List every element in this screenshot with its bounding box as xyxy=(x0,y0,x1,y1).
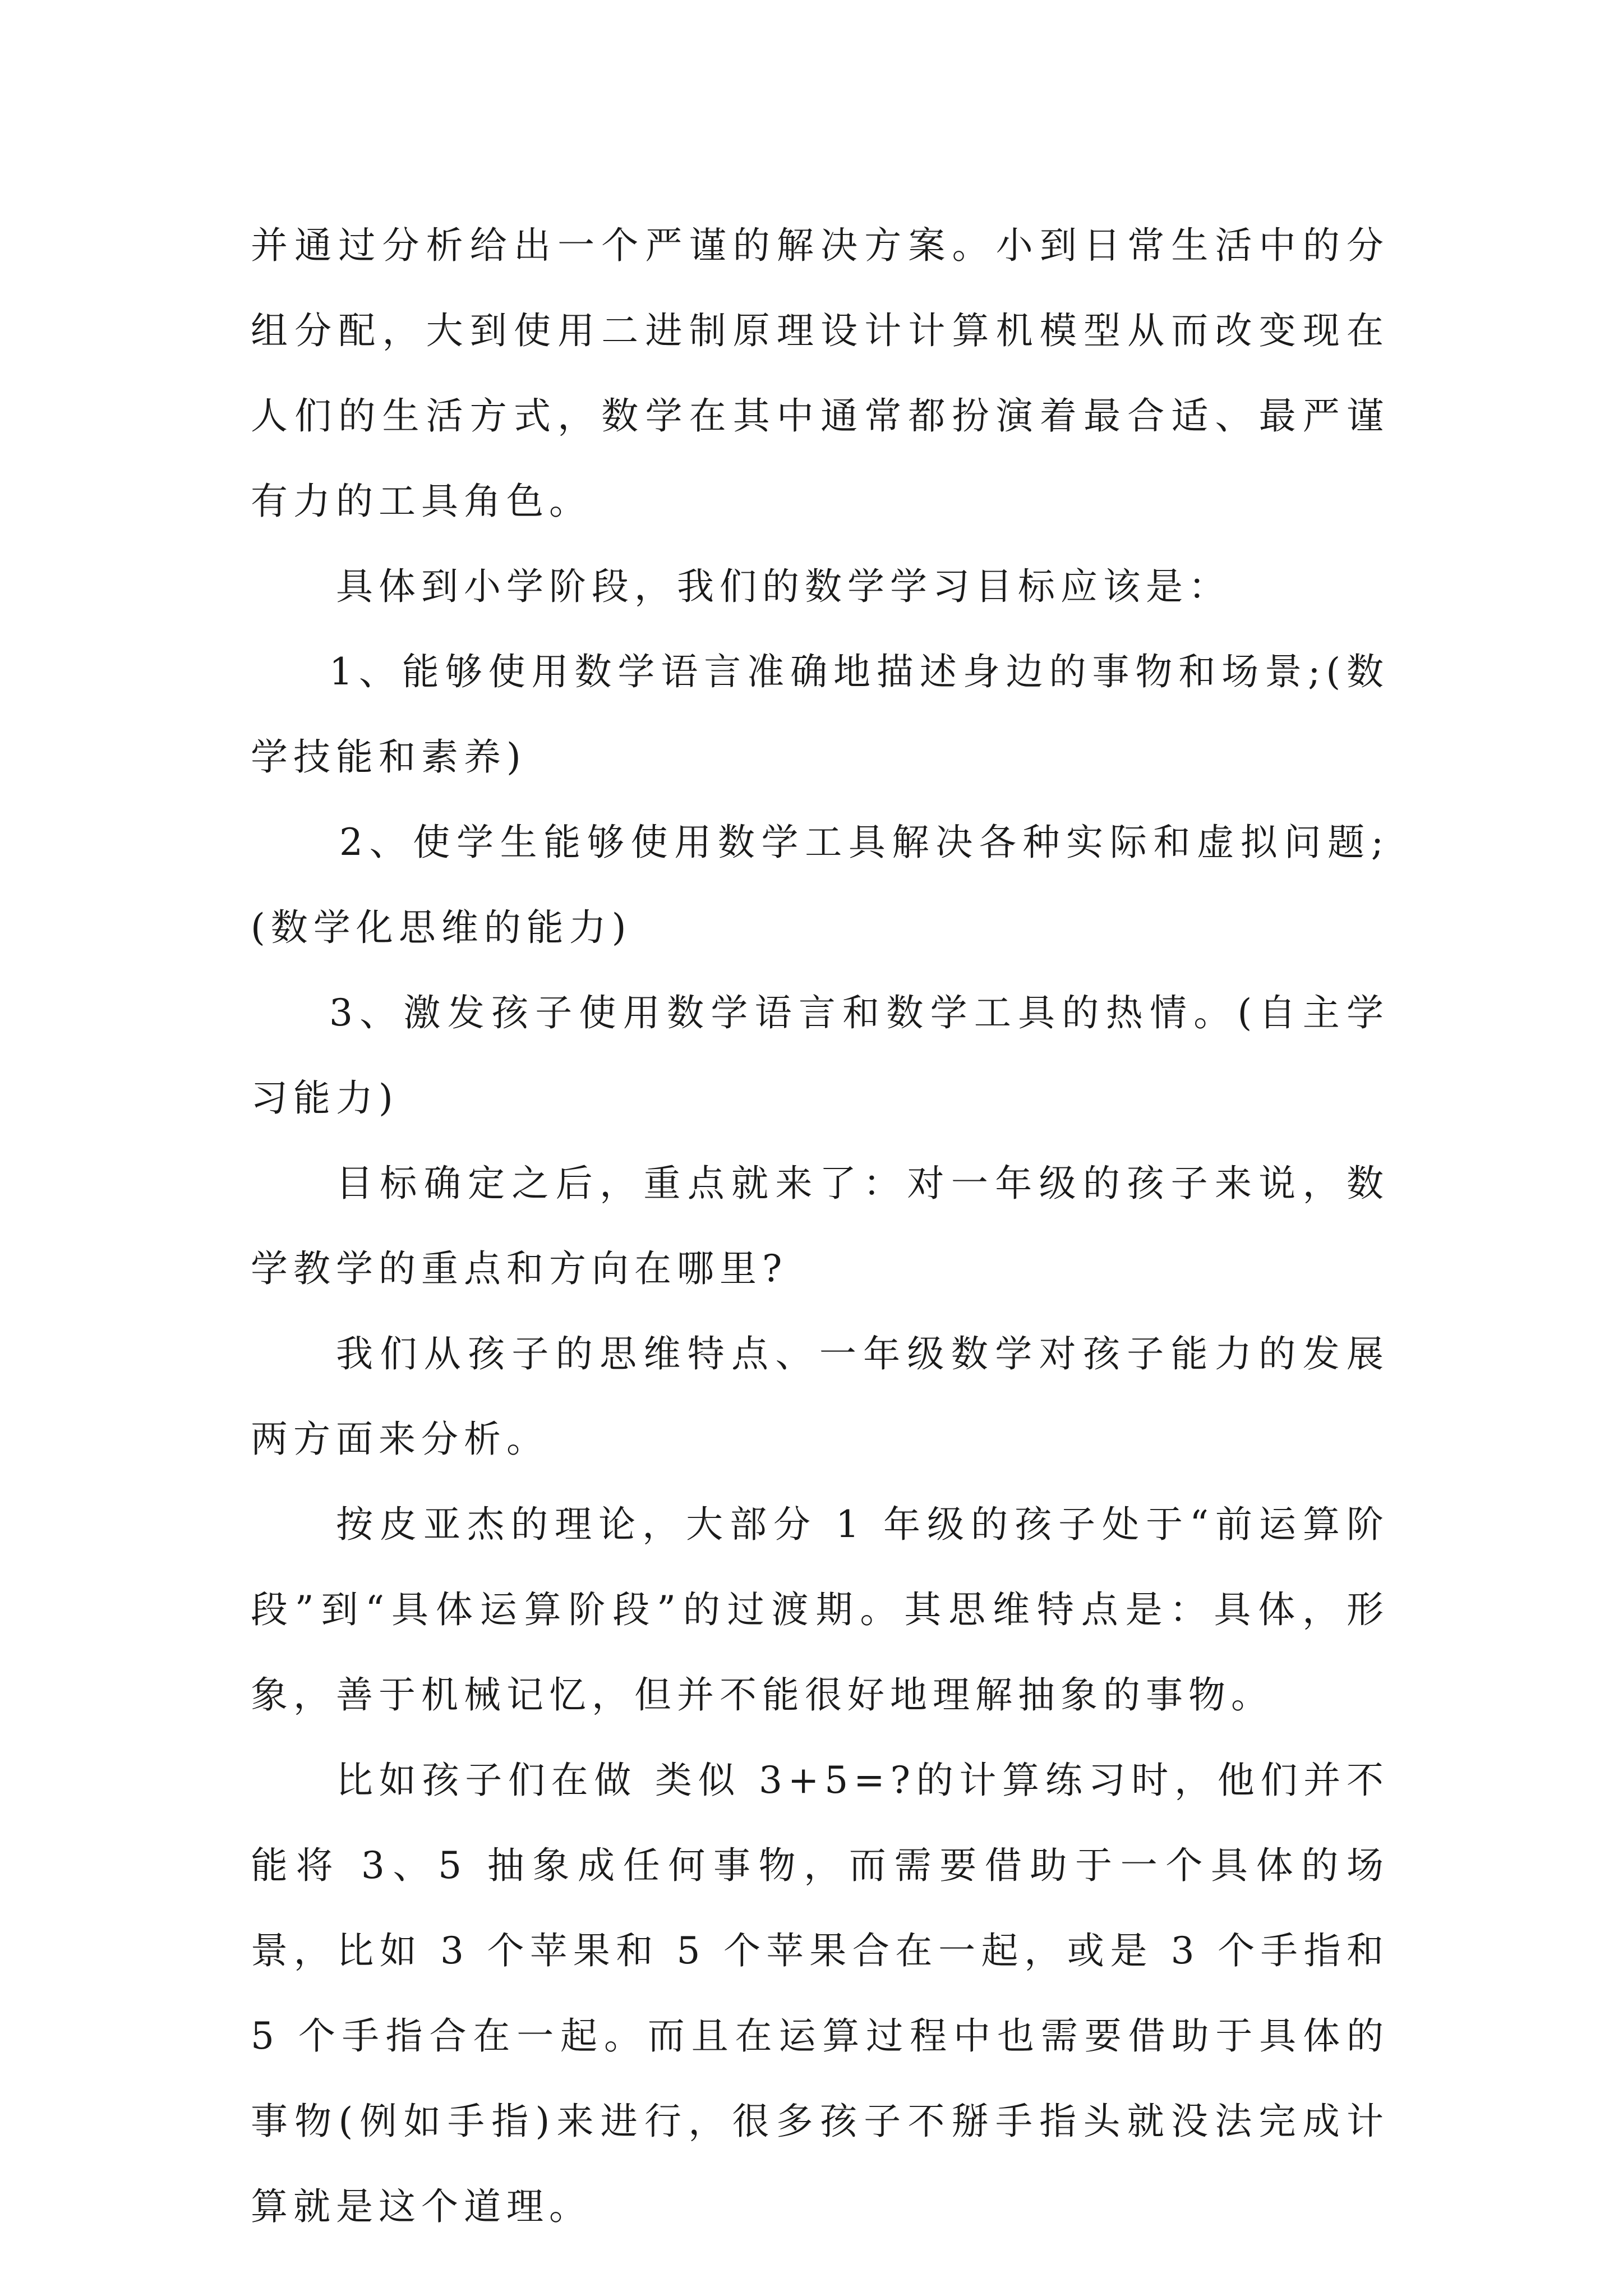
paragraph-goal-2: 2、使学生能够使用数学工具解决各种实际和虚拟问题;(数学化思维的能力) xyxy=(251,821,1389,949)
document-body xyxy=(251,203,1389,2249)
paragraph-continuation: 并通过分析给出一个严谨的解决方案。小到日常生活中的分组分配，大到使用二进制原理设计计算机模型从而改变现在人们的生活方式，数学在其中通常都扮演着最合适、最严谨有力的工具角色。 xyxy=(251,224,1389,523)
paragraph-goal-3: 3、激发孩子使用数学语言和数学工具的热情。(自主学习能力) xyxy=(251,991,1389,1120)
paragraph-goals-intro: 具体到小学阶段，我们的数学学习目标应该是： xyxy=(336,565,1231,608)
paragraph-key-question: 目标确定之后，重点就来了：对一年级的孩子来说，数学教学的重点和方向在哪里? xyxy=(251,1162,1389,1290)
paragraph-goal-1: 1、能够使用数学语言准确地描述身边的事物和场景;(数学技能和素养) xyxy=(251,650,1389,779)
paragraph-piaget: 按皮亚杰的理论，大部分 1 年级的孩子处于“前运算阶段”到“具体运算阶段”的过渡期。其思维特点是：具体，形象，善于机械记忆，但并不能很好地理解抽象的事物。 xyxy=(251,1503,1389,1717)
paragraph-analysis: 我们从孩子的思维特点、一年级数学对孩子能力的发展两方面来分析。 xyxy=(251,1332,1389,1461)
paragraph-example: 比如孩子们在做 类似 3+5=?的计算练习时，他们并不能将 3、5 抽象成任何事物，而需要借助于一个具体的场景，比如 3 个苹果和 5 个苹果合在一起，或是 3 个手指和 5 个手指合在一起。而且在运算过程中也需要借助于具体的事物(例如手指)来进行，很多孩子不掰手指头就没法完成计算就是这个道理。 xyxy=(251,1759,1389,2228)
